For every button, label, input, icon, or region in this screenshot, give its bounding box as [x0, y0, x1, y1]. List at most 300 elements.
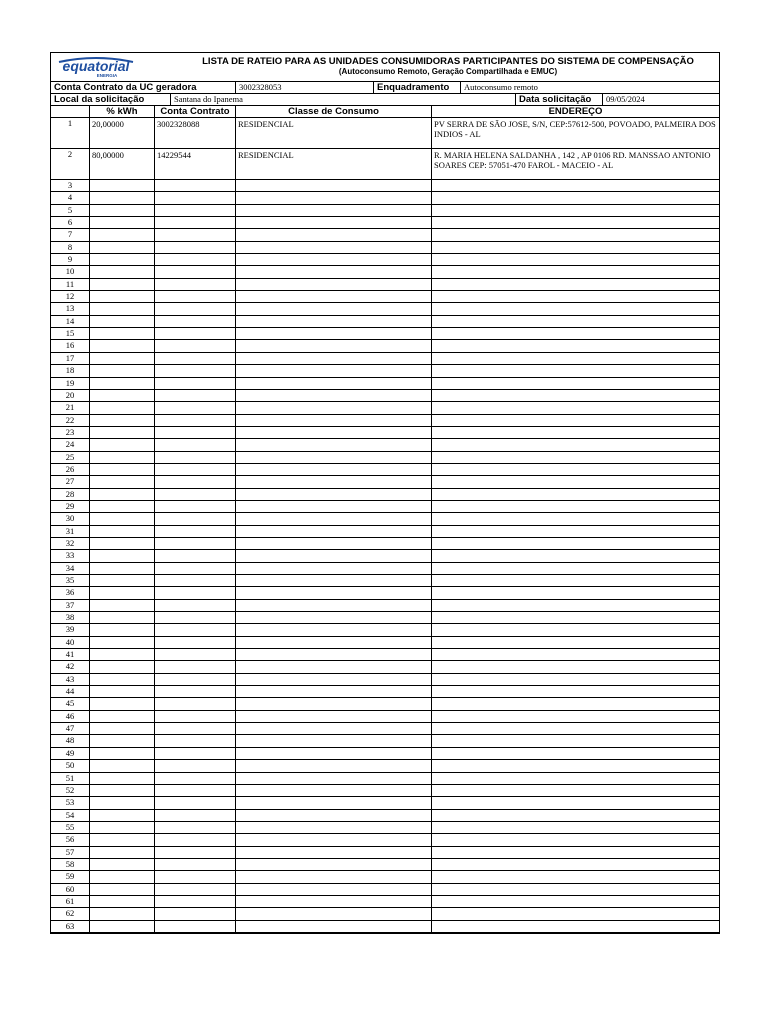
cell-kwh [90, 637, 155, 648]
cell-kwh [90, 402, 155, 413]
table-row [51, 229, 719, 241]
cell-classe [236, 822, 432, 833]
cell-kwh [90, 575, 155, 586]
table-row [51, 180, 719, 192]
row-number: 48 [51, 735, 90, 746]
cell-endereco [432, 563, 719, 574]
cell-kwh [90, 328, 155, 339]
cell-contrato [155, 698, 236, 709]
cell-classe [236, 810, 432, 821]
row-number: 7 [51, 229, 90, 240]
cell-contrato [155, 637, 236, 648]
cell-endereco [432, 217, 719, 228]
row-number: 12 [51, 291, 90, 302]
cell-kwh [90, 427, 155, 438]
cell-endereco [432, 785, 719, 796]
cell-kwh [90, 550, 155, 561]
row-number: 9 [51, 254, 90, 265]
cell-kwh [90, 476, 155, 487]
cell-endereco [432, 587, 719, 598]
row-number: 11 [51, 279, 90, 290]
cell-endereco [432, 735, 719, 746]
local-value: Santana do Ipanema [171, 94, 516, 105]
cell-classe [236, 884, 432, 895]
row-number: 20 [51, 390, 90, 401]
cell-classe [236, 365, 432, 376]
cell-endereco [432, 192, 719, 203]
table-body [51, 118, 719, 933]
cell-endereco [432, 279, 719, 290]
cell-kwh [90, 723, 155, 734]
table-row [51, 871, 719, 883]
row-number: 34 [51, 563, 90, 574]
cell-classe [236, 847, 432, 858]
enquadramento-value: Autoconsumo remoto [464, 82, 538, 92]
cell-contrato [155, 563, 236, 574]
row-number: 3 [51, 180, 90, 191]
row-number: 27 [51, 476, 90, 487]
cell-endereco [432, 884, 719, 895]
row-number: 24 [51, 439, 90, 450]
cell-endereco [432, 686, 719, 697]
row-number: 60 [51, 884, 90, 895]
cell-contrato [155, 254, 236, 265]
table-row [51, 810, 719, 822]
row-number: 62 [51, 908, 90, 919]
cell-kwh [90, 303, 155, 314]
row-number: 42 [51, 661, 90, 672]
table-row [51, 822, 719, 834]
table-row [51, 859, 719, 871]
row-number: 35 [51, 575, 90, 586]
cell-contrato [155, 896, 236, 907]
cell-contrato [155, 205, 236, 216]
table-row [51, 600, 719, 612]
cell-endereco [432, 575, 719, 586]
cell-kwh [90, 785, 155, 796]
data-value: 09/05/2024 [606, 94, 645, 104]
cell-endereco [432, 847, 719, 858]
cell-classe: RESIDENCIAL [236, 118, 432, 148]
cell-kwh [90, 266, 155, 277]
cell-contrato [155, 464, 236, 475]
cell-kwh [90, 513, 155, 524]
table-row [51, 452, 719, 464]
row-number: 31 [51, 526, 90, 537]
cell-endereco [432, 340, 719, 351]
info-row-local [51, 94, 719, 106]
cell-classe [236, 254, 432, 265]
cell-contrato [155, 686, 236, 697]
cell-endereco [432, 637, 719, 648]
row-number: 1 [51, 118, 90, 148]
cell-endereco [432, 242, 719, 253]
cell-classe [236, 229, 432, 240]
cell-contrato [155, 316, 236, 327]
cell-kwh [90, 735, 155, 746]
table-row [51, 550, 719, 562]
cell-contrato [155, 871, 236, 882]
table-row [51, 637, 719, 649]
cell-kwh [90, 847, 155, 858]
cell-classe [236, 587, 432, 598]
cell-contrato [155, 908, 236, 919]
cell-contrato [155, 279, 236, 290]
table-row [51, 896, 719, 908]
cell-classe [236, 797, 432, 808]
cell-kwh [90, 205, 155, 216]
cell-kwh: 80,00000 [90, 149, 155, 179]
table-row [51, 402, 719, 414]
table-row [51, 723, 719, 735]
row-number: 13 [51, 303, 90, 314]
cell-kwh [90, 884, 155, 895]
cell-kwh [90, 674, 155, 685]
cell-contrato [155, 452, 236, 463]
row-number: 54 [51, 810, 90, 821]
cell-endereco [432, 476, 719, 487]
cell-kwh [90, 760, 155, 771]
cell-contrato [155, 390, 236, 401]
cell-endereco [432, 365, 719, 376]
cell-endereco [432, 538, 719, 549]
row-number: 32 [51, 538, 90, 549]
cell-classe [236, 415, 432, 426]
cell-kwh [90, 871, 155, 882]
table-row [51, 489, 719, 501]
cell-kwh [90, 822, 155, 833]
cell-contrato [155, 476, 236, 487]
cell-contrato [155, 378, 236, 389]
cell-classe [236, 526, 432, 537]
cell-contrato [155, 229, 236, 240]
cell-kwh [90, 908, 155, 919]
table-row [51, 748, 719, 760]
cell-classe [236, 464, 432, 475]
cell-kwh [90, 563, 155, 574]
cell-kwh [90, 340, 155, 351]
table-row [51, 353, 719, 365]
cell-endereco [432, 550, 719, 561]
table-row [51, 390, 719, 402]
row-number: 41 [51, 649, 90, 660]
table-row [51, 415, 719, 427]
row-number: 45 [51, 698, 90, 709]
row-number: 58 [51, 859, 90, 870]
cell-classe [236, 674, 432, 685]
sheet-header [51, 53, 719, 82]
cell-kwh [90, 587, 155, 598]
row-number: 26 [51, 464, 90, 475]
cell-classe: RESIDENCIAL [236, 149, 432, 179]
cell-classe [236, 871, 432, 882]
cell-endereco [432, 896, 719, 907]
cell-contrato [155, 822, 236, 833]
cell-endereco [432, 822, 719, 833]
cell-classe [236, 735, 432, 746]
row-number: 5 [51, 205, 90, 216]
cell-kwh [90, 501, 155, 512]
cell-endereco [432, 254, 719, 265]
cell-classe [236, 378, 432, 389]
cell-contrato [155, 834, 236, 845]
cell-endereco [432, 859, 719, 870]
data-label: Data solicitação [516, 94, 603, 105]
row-number: 44 [51, 686, 90, 697]
cell-endereco [432, 797, 719, 808]
cell-kwh [90, 834, 155, 845]
table-row [51, 773, 719, 785]
cell-endereco [432, 427, 719, 438]
table-row [51, 711, 719, 723]
cell-contrato [155, 328, 236, 339]
cell-kwh [90, 291, 155, 302]
table-row [51, 908, 719, 920]
table-row [51, 735, 719, 747]
cell-contrato [155, 575, 236, 586]
cell-kwh [90, 365, 155, 376]
cell-contrato [155, 859, 236, 870]
row-number: 36 [51, 587, 90, 598]
cell-classe [236, 563, 432, 574]
cell-contrato [155, 711, 236, 722]
cell-contrato [155, 624, 236, 635]
cell-contrato: 3002328088 [155, 118, 236, 148]
cell-classe [236, 637, 432, 648]
cell-classe [236, 760, 432, 771]
cell-classe [236, 600, 432, 611]
table-row [51, 427, 719, 439]
contrato-value: 3002328053 [236, 82, 374, 93]
cell-kwh [90, 489, 155, 500]
cell-contrato [155, 501, 236, 512]
cell-classe [236, 748, 432, 759]
logo-text: equatorial [62, 58, 130, 74]
cell-contrato [155, 847, 236, 858]
cell-endereco [432, 810, 719, 821]
cell-contrato [155, 612, 236, 623]
cell-kwh [90, 686, 155, 697]
cell-endereco [432, 464, 719, 475]
cell-contrato [155, 649, 236, 660]
cell-contrato: 14229544 [155, 149, 236, 179]
cell-contrato [155, 674, 236, 685]
row-number: 22 [51, 415, 90, 426]
cell-classe [236, 711, 432, 722]
cell-kwh [90, 279, 155, 290]
table-header [51, 106, 719, 118]
row-number: 4 [51, 192, 90, 203]
cell-contrato [155, 587, 236, 598]
rateio-sheet [50, 52, 720, 934]
cell-kwh [90, 180, 155, 191]
cell-classe [236, 217, 432, 228]
cell-endereco [432, 834, 719, 845]
cell-endereco [432, 711, 719, 722]
cell-contrato [155, 785, 236, 796]
row-number: 2 [51, 149, 90, 179]
cell-kwh [90, 452, 155, 463]
cell-endereco [432, 612, 719, 623]
row-number: 57 [51, 847, 90, 858]
row-number: 18 [51, 365, 90, 376]
cell-classe [236, 266, 432, 277]
cell-endereco [432, 624, 719, 635]
table-row [51, 760, 719, 772]
table-row [51, 118, 719, 149]
cell-endereco [432, 698, 719, 709]
cell-endereco [432, 205, 719, 216]
cell-endereco [432, 871, 719, 882]
cell-kwh [90, 624, 155, 635]
table-row [51, 797, 719, 809]
cell-kwh [90, 612, 155, 623]
cell-kwh [90, 896, 155, 907]
table-row [51, 513, 719, 525]
cell-classe [236, 896, 432, 907]
cell-classe [236, 908, 432, 919]
row-number: 47 [51, 723, 90, 734]
cell-kwh [90, 698, 155, 709]
header-classe: Classe de Consumo [236, 106, 432, 117]
cell-endereco [432, 402, 719, 413]
cell-endereco [432, 921, 719, 932]
cell-classe [236, 773, 432, 784]
table-row [51, 649, 719, 661]
cell-contrato [155, 242, 236, 253]
cell-classe [236, 180, 432, 191]
table-row [51, 587, 719, 599]
cell-contrato [155, 180, 236, 191]
cell-classe [236, 575, 432, 586]
enquadramento-label: Enquadramento [374, 82, 461, 93]
cell-endereco [432, 513, 719, 524]
table-row [51, 661, 719, 673]
cell-endereco [432, 266, 719, 277]
table-row [51, 464, 719, 476]
row-number: 37 [51, 600, 90, 611]
cell-endereco [432, 390, 719, 401]
cell-endereco [432, 229, 719, 240]
table-row [51, 365, 719, 377]
cell-contrato [155, 773, 236, 784]
cell-classe [236, 859, 432, 870]
row-number: 40 [51, 637, 90, 648]
cell-endereco: PV SERRA DE SÃO JOSE, S/N, CEP:57612-500, POVOADO, PALMEIRA DOS INDIOS - AL [434, 119, 716, 139]
cell-endereco [432, 723, 719, 734]
cell-contrato [155, 402, 236, 413]
cell-endereco [432, 489, 719, 500]
row-number: 39 [51, 624, 90, 635]
table-row [51, 254, 719, 266]
cell-kwh [90, 649, 155, 660]
table-row [51, 291, 719, 303]
cell-endereco [432, 649, 719, 660]
cell-contrato [155, 760, 236, 771]
row-number: 55 [51, 822, 90, 833]
row-number: 17 [51, 353, 90, 364]
row-number: 50 [51, 760, 90, 771]
row-number: 53 [51, 797, 90, 808]
cell-classe [236, 834, 432, 845]
cell-kwh [90, 254, 155, 265]
cell-endereco [432, 661, 719, 672]
cell-kwh [90, 538, 155, 549]
table-row [51, 884, 719, 896]
table-row [51, 439, 719, 451]
cell-kwh [90, 378, 155, 389]
cell-classe [236, 242, 432, 253]
cell-endereco [432, 501, 719, 512]
cell-endereco [432, 773, 719, 784]
row-number: 51 [51, 773, 90, 784]
cell-contrato [155, 415, 236, 426]
table-row [51, 921, 719, 933]
cell-classe [236, 303, 432, 314]
cell-classe [236, 316, 432, 327]
cell-endereco [432, 291, 719, 302]
cell-contrato [155, 439, 236, 450]
table-row [51, 279, 719, 291]
row-number: 19 [51, 378, 90, 389]
cell-contrato [155, 340, 236, 351]
cell-contrato [155, 735, 236, 746]
cell-classe [236, 550, 432, 561]
cell-kwh [90, 859, 155, 870]
equatorial-logo [57, 56, 135, 78]
cell-kwh [90, 192, 155, 203]
cell-kwh [90, 415, 155, 426]
cell-contrato [155, 921, 236, 932]
cell-endereco [432, 353, 719, 364]
cell-contrato [155, 266, 236, 277]
cell-classe [236, 192, 432, 203]
cell-contrato [155, 427, 236, 438]
cell-kwh [90, 748, 155, 759]
cell-classe [236, 476, 432, 487]
info-row-contrato [51, 82, 719, 94]
cell-kwh [90, 711, 155, 722]
cell-classe [236, 661, 432, 672]
row-number: 23 [51, 427, 90, 438]
header-kwh: % kWh [90, 106, 155, 117]
row-number: 16 [51, 340, 90, 351]
cell-kwh [90, 797, 155, 808]
table-row [51, 674, 719, 686]
cell-endereco [432, 760, 719, 771]
table-row [51, 612, 719, 624]
header-endereco: ENDEREÇO [548, 106, 603, 117]
cell-kwh [90, 773, 155, 784]
cell-contrato [155, 797, 236, 808]
cell-classe [236, 340, 432, 351]
table-row [51, 266, 719, 278]
table-row [51, 378, 719, 390]
row-number: 56 [51, 834, 90, 845]
page-subtitle: (Autoconsumo Remoto, Geração Compartilhada e EMUC) [338, 67, 558, 76]
table-row [51, 476, 719, 488]
header-contrato: Conta Contrato [155, 106, 236, 117]
cell-classe [236, 921, 432, 932]
cell-classe [236, 390, 432, 401]
table-row [51, 242, 719, 254]
row-number: 29 [51, 501, 90, 512]
table-row [51, 698, 719, 710]
cell-classe [236, 513, 432, 524]
cell-kwh [90, 810, 155, 821]
row-number: 25 [51, 452, 90, 463]
cell-contrato [155, 550, 236, 561]
